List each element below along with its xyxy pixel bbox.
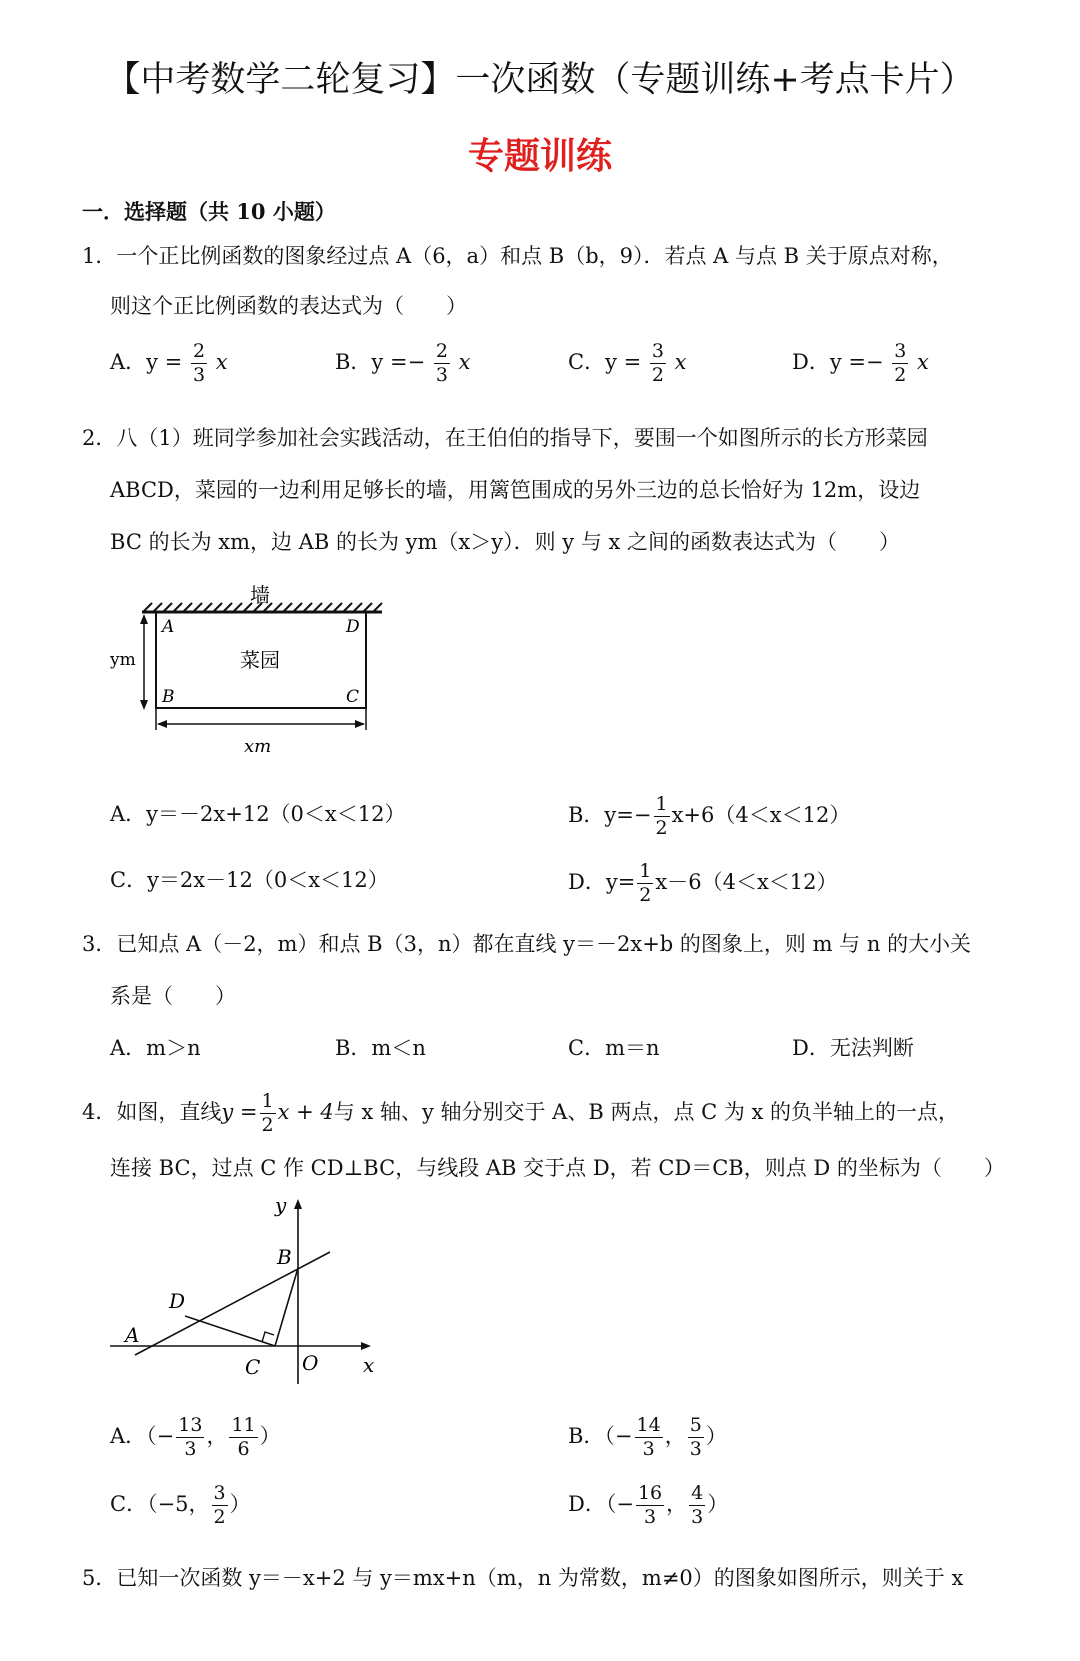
garden-label: 菜园 — [240, 648, 280, 672]
q1-line2: 则这个正比例函数的表达式为（ ） — [110, 294, 467, 318]
x-axis-arrow-icon — [361, 1342, 371, 1350]
fraction: $\frac{5}{3}$ — [689, 1414, 702, 1460]
point-b-label: B — [162, 687, 175, 707]
q2-line3: BC 的长为 xm，边 AB 的长为 ym（x＞y）．则 y 与 x 之间的函数表达式为（ ） — [110, 530, 901, 554]
right-angle-mark — [262, 1332, 274, 1342]
x-dimension-label: xm — [244, 736, 272, 757]
point-d-label: D — [169, 1289, 186, 1313]
q2-option-c: C．y＝2x－12（0＜x＜12） — [110, 868, 389, 892]
q4-option-b: B．（− $\frac{14}{3}$ ， $\frac{5}{3}$ ） — [568, 1414, 727, 1460]
q4-option-a: A．（− $\frac{13}{3}$ ， $\frac{11}{6}$ ） — [110, 1414, 281, 1460]
q3-option-d: D．无法判断 — [792, 1036, 914, 1060]
fraction: $\frac{1}{2}$ — [261, 1090, 274, 1136]
fraction: $\frac{13}{3}$ — [178, 1414, 203, 1460]
section-heading: 一．选择题（共 10 小题） — [82, 199, 336, 224]
fraction: $\frac{4}{3}$ — [691, 1482, 704, 1528]
q2-line2: ABCD，菜园的一边利用足够长的墙，用篱笆围成的另外三边的总长恰好为 12m，设边 — [110, 478, 921, 502]
fraction: $\frac{11}{6}$ — [231, 1414, 256, 1460]
fraction: $\frac{16}{3}$ — [637, 1482, 663, 1528]
line-ab — [135, 1252, 330, 1355]
y-axis-arrow-icon — [294, 1199, 302, 1209]
q3-option-b: B．m＜n — [335, 1036, 426, 1060]
garden-figure — [110, 580, 390, 760]
q5-line1: 5．已知一次函数 y＝－x+2 与 y＝mx+n（m，n 为常数，m≠0）的图象如图所示，则关于 x — [82, 1566, 964, 1590]
point-a-label: A — [125, 1323, 140, 1347]
x-axis-label: x — [363, 1353, 375, 1377]
q2-option-b: B．y=− $\frac{1}{2}$ x+6（4＜x＜12） — [568, 793, 851, 839]
fraction: $\frac{3}{2}$ — [894, 340, 907, 386]
arrow-right-icon — [355, 720, 365, 728]
point-c-label: C — [245, 1355, 261, 1379]
fraction: $\frac{1}{2}$ — [639, 860, 652, 906]
document-title: 【中考数学二轮复习】一次函数（专题训练+考点卡片） — [105, 60, 975, 100]
q3-option-c: C．m＝n — [568, 1036, 660, 1060]
fraction: $\frac{14}{3}$ — [636, 1414, 661, 1460]
q4-line1: 4．如图，直线y = $\frac{1}{2}$ x + 4与 x 轴、y 轴分别交于 A、B 两点，点 C 为 x 的负半轴上的一点， — [82, 1090, 960, 1136]
point-d-label: D — [346, 617, 360, 637]
q2-line1: 2．八（1）班同学参加社会实践活动，在王伯伯的指导下，要围一个如图所示的长方形菜园 — [82, 426, 928, 450]
origin-label: O — [302, 1351, 319, 1375]
q1-option-a: A．y = $\frac{2}{3}$ x — [110, 340, 228, 386]
arrow-left-icon — [157, 720, 167, 728]
q2-option-d: D．y= $\frac{1}{2}$ x－6（4＜x＜12） — [568, 860, 838, 906]
fraction: $\frac{3}{2}$ — [213, 1482, 226, 1528]
fraction: $\frac{2}{3}$ — [193, 340, 206, 386]
q4-option-d: D．（− $\frac{16}{3}$ ， $\frac{4}{3}$ ） — [568, 1482, 729, 1528]
fraction: $\frac{1}{2}$ — [655, 793, 668, 839]
fraction: $\frac{3}{2}$ — [651, 340, 664, 386]
document-subtitle: 专题训练 — [467, 136, 612, 177]
y-axis-label: y — [275, 1193, 287, 1217]
q3-line1: 3．已知点 A（－2，m）和点 B（3，n）都在直线 y＝－2x+b 的图象上，则 m 与 n 的大小关 — [82, 932, 972, 956]
q1-option-c: C．y = $\frac{3}{2}$ x — [568, 340, 687, 386]
point-c-label: C — [346, 687, 360, 707]
wall-label: 墙 — [250, 583, 270, 607]
q1-line1: 1．一个正比例函数的图象经过点 A（6，a）和点 B（b，9）．若点 A 与点 B 关于原点对称， — [82, 244, 953, 268]
q1-option-d: D．y =− $\frac{3}{2}$ x — [792, 340, 929, 386]
point-b-label: B — [277, 1245, 292, 1269]
q3-line2: 系是（ ） — [110, 984, 236, 1008]
q1-option-b: B．y =− $\frac{2}{3}$ x — [335, 340, 471, 386]
y-dimension-label: ym — [110, 650, 136, 670]
arrow-up-icon — [140, 614, 148, 624]
q4-line2: 连接 BC，过点 C 作 CD⊥BC，与线段 AB 交于点 D，若 CD＝CB，则点 D 的坐标为（ ） — [110, 1156, 1005, 1180]
q4-option-c: C．（−5， $\frac{3}{2}$ ） — [110, 1482, 251, 1528]
point-a-label: A — [162, 617, 175, 637]
arrow-down-icon — [140, 700, 148, 710]
coordinate-figure — [105, 1190, 405, 1390]
q3-option-a: A．m＞n — [110, 1036, 201, 1060]
fraction: $\frac{2}{3}$ — [435, 340, 448, 386]
q2-option-a: A．y＝－2x+12（0＜x＜12） — [110, 802, 406, 826]
